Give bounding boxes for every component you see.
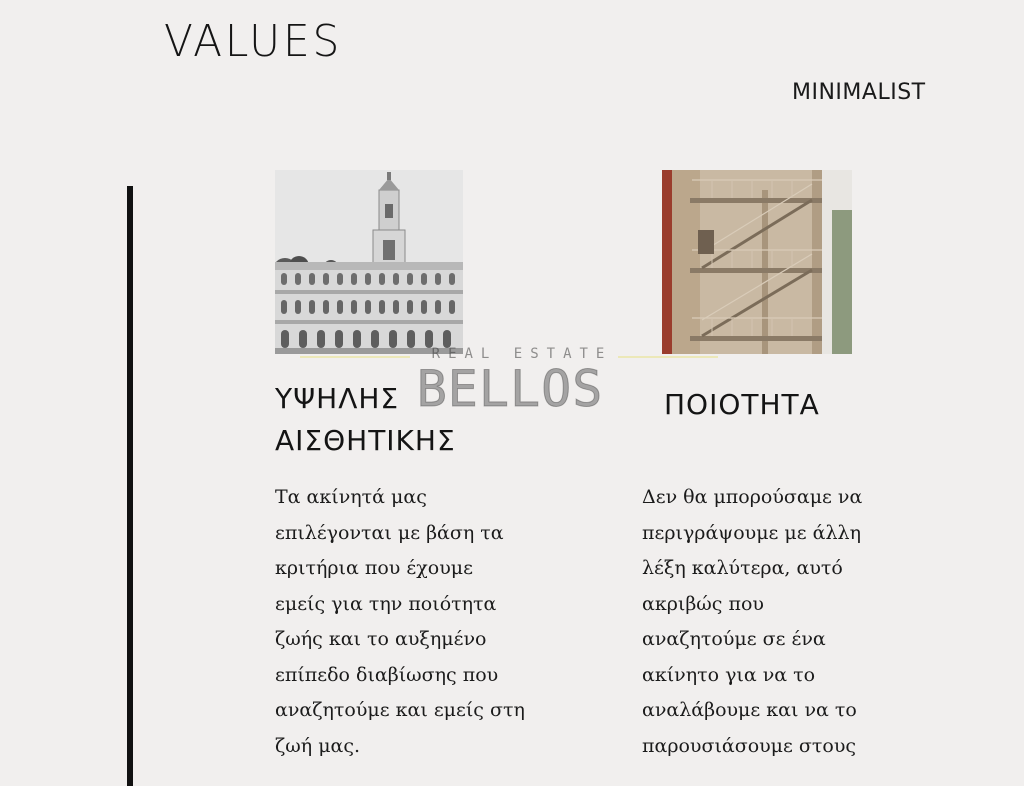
text-line: Δεν θα μπορούσαμε να [642, 486, 863, 508]
text-line: αναζητούμε και εμείς στη [275, 699, 525, 721]
text-line: Τα ακίνητά μας [275, 486, 427, 508]
heading-high-aesthetics [275, 378, 515, 462]
watermark-subtitle: REAL ESTATE [431, 346, 613, 362]
text-line: κριτήρια που έχουμε [275, 557, 473, 579]
text-line: ακίνητο για να το [642, 663, 816, 686]
text-line: επίπεδο διαβίωσης που [275, 663, 499, 686]
text-line: ζωής και το αυξημένο [275, 628, 487, 650]
text-line: ζωή μας. [275, 734, 361, 757]
watermark-line-right [618, 356, 718, 358]
heading-line: ΑΙΣΘΗΤΙΚΗΣ [275, 424, 456, 457]
page-title: VALUES [164, 16, 343, 67]
heading-quality [664, 384, 820, 426]
text-line: περιγράψουμε με άλλη [642, 521, 861, 544]
building-photo [275, 170, 463, 354]
watermark-line-left [300, 356, 410, 358]
text-line: αναλάβουμε και να το [642, 699, 857, 721]
heading-line: ΥΨΗΛΗΣ [275, 382, 400, 415]
watermark-brand: BELLOS [416, 360, 604, 418]
text-line: επιλέγονται με βάση τα [275, 521, 504, 544]
body-text-high-aesthetics [275, 480, 545, 764]
heading-line: ΠΟΙΟΤΗΤΑ [664, 388, 820, 421]
text-line: ακριβώς που [642, 592, 764, 615]
text-line: εμείς για την ποιότητα [275, 592, 497, 615]
text-line: αναζητούμε σε ένα [642, 628, 826, 650]
body-text-quality [642, 480, 922, 764]
text-line: λέξη καλύτερα, αυτό [642, 557, 843, 579]
vertical-divider [127, 186, 133, 786]
staircase-photo [662, 170, 852, 354]
tagline: MINIMALIST [792, 80, 926, 105]
text-line: παρουσιάσουμε στους [642, 734, 857, 757]
